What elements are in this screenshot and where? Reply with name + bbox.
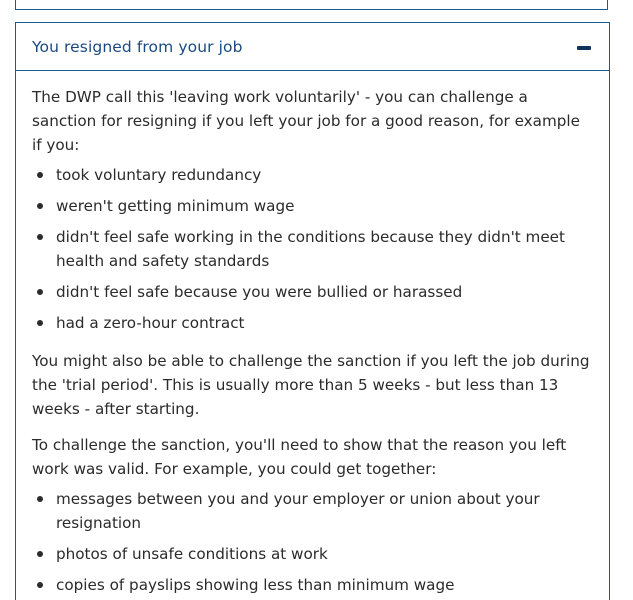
accordion-title[interactable]: You resigned from your job [32,37,243,56]
list-item: copies of payslips showing less than minimum wage [32,573,593,597]
list-item: didn't feel safe because you were bullied or harassed [32,280,593,304]
list-item: messages between you and your employer or union about your resignation [32,487,593,535]
accordion-resigned [15,22,610,600]
evidence-intro-paragraph: To challenge the sanction, you'll need to show that the reason you left work was valid. For example, you could get together: [32,436,567,478]
previous-accordion-panel [15,0,608,10]
list-item: didn't feel safe working in the conditions because they didn't meet health and safety standards [32,225,593,273]
intro-paragraph: The DWP call this 'leaving work voluntarily' - you can challenge a sanction for resigning if you left your job for a good reason, for example if you: [32,88,580,154]
evidence-list [32,487,593,597]
minus-icon[interactable] [577,46,591,50]
list-item: took voluntary redundancy [32,163,593,187]
accordion-header[interactable] [16,23,609,71]
trial-period-paragraph: You might also be able to challenge the sanction if you left the job during the 'trial period'. This is usually more than 5 weeks - but less than 13 weeks - after starting. [32,352,590,418]
list-item: weren't getting minimum wage [32,194,593,218]
list-item: photos of unsafe conditions at work [32,542,593,566]
accordion-body [16,71,609,597]
list-item: had a zero-hour contract [32,311,593,335]
reasons-list [32,163,593,335]
